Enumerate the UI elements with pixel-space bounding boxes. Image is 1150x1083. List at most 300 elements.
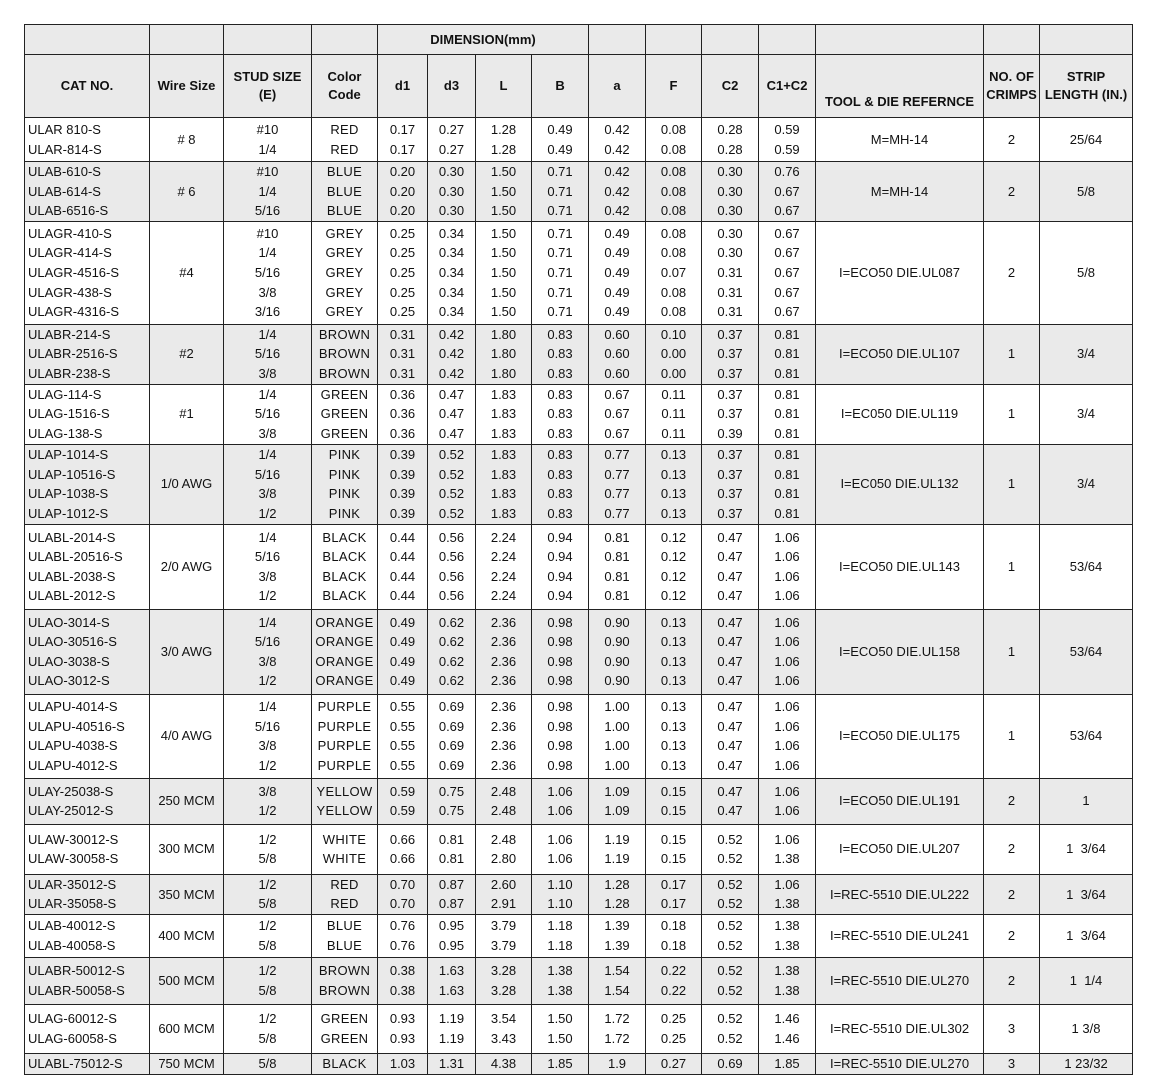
stud-size-value: 1/2 [258,505,277,521]
c1-c2-value: 1.06 [774,876,800,892]
crimps-cell: 1 [984,609,1040,694]
color-code-value: GREY [325,304,364,320]
a-value: 0.77 [604,466,630,482]
f-value: 0.10 [660,326,687,342]
wire-size-cell: # 6 [150,162,224,222]
f-value: 0.18 [660,937,687,953]
d3-value: 0.34 [438,304,465,320]
header-blank-cell [646,25,702,55]
stud-size-cell [224,1004,312,1053]
c1-c2-value: 1.06 [774,783,800,799]
d3-value: 0.95 [438,937,465,953]
c2-value: 0.37 [717,386,743,402]
b-value: 1.38 [547,982,573,998]
f-value: 0.08 [660,121,687,137]
c1-c2-value: 0.59 [774,141,800,157]
color-code-value: GREEN [320,426,369,442]
l-value: 2.36 [490,634,517,650]
c2-value: 0.47 [717,803,743,819]
cat-no: ULAP-10516-S [28,466,116,482]
a-value: 0.42 [604,164,630,179]
stud-size-value: 1/4 [258,141,277,157]
a-value: 0.81 [604,529,630,545]
d3-value: 0.52 [438,505,465,521]
tool-die-cell: I=REC-5510 DIE.UL270 [816,957,984,1004]
color-code-value: ORANGE [315,673,374,689]
f-cell [646,778,702,824]
stud-size-value: 1/2 [258,1011,277,1027]
c2-cell [702,324,759,384]
a-cell [589,324,646,384]
cat-no: ULAP-1038-S [28,486,109,502]
d3-cell [428,914,476,957]
color-code-cell [312,324,378,384]
d1-cell [378,778,428,824]
header-blank-cell [1040,25,1133,55]
table-body [25,25,1133,1075]
b-value: 0.83 [547,447,573,463]
d3-cell [428,874,476,914]
l-value: 1.80 [490,346,517,362]
l-cell [476,162,532,222]
stud-size-value: 5/8 [258,1056,277,1072]
wire-size-cell: 600 MCM [150,1004,224,1053]
tool-die-cell: I=REC-5510 DIE.UL302 [816,1004,984,1053]
header-blank-cell [816,25,984,55]
f-value: 0.15 [660,831,687,847]
color-code-value: BLUE [326,918,363,934]
c1-c2-value: 0.81 [774,426,800,442]
strip-length-cell: 1 3/64 [1040,824,1133,874]
d1-value: 0.59 [389,783,416,799]
c2-value: 0.52 [717,831,743,847]
cat-no: ULAR 810-S [28,121,101,137]
l-value: 2.36 [490,738,517,754]
f-cell [646,1053,702,1074]
wire-size-cell: 750 MCM [150,1053,224,1074]
a-value: 0.81 [604,588,630,604]
d1-cell [378,324,428,384]
cat-no: ULABL-2014-S [28,529,116,545]
d1-value: 0.55 [389,718,416,734]
l-value: 3.79 [490,918,517,934]
b-value: 0.83 [547,505,573,521]
cat-no: ULAGR-414-S [28,245,112,261]
c1-c2-value: 1.06 [774,614,800,630]
f-cell [646,609,702,694]
d1-cell [378,524,428,609]
f-value: 0.15 [660,783,687,799]
color-code-value: BROWN [318,366,371,382]
col-header-d1: d1 [378,55,428,118]
header-blank-cell [984,25,1040,55]
b-cell [532,778,589,824]
c1-c2-cell [759,694,816,778]
stud-size-cell [224,221,312,324]
b-value: 0.98 [547,738,573,754]
b-value: 0.98 [547,653,573,669]
d3-value: 0.56 [438,568,465,584]
header-blank-cell [25,25,150,55]
c2-value: 0.30 [717,183,743,199]
f-cell [646,384,702,444]
b-value: 0.71 [547,245,573,261]
b-value: 0.98 [547,718,573,734]
b-value: 1.18 [547,937,573,953]
d1-value: 1.03 [389,1056,416,1072]
l-cell [476,824,532,874]
c1-c2-value: 1.06 [774,549,800,565]
c2-cell [702,874,759,914]
header-blank-cell [150,25,224,55]
a-value: 1.54 [604,982,630,998]
c2-cell [702,162,759,222]
wire-size-cell: 350 MCM [150,874,224,914]
cat-no-cell [25,914,150,957]
b-value: 0.71 [547,203,573,219]
b-value: 0.71 [547,304,573,320]
b-cell [532,824,589,874]
d3-value: 0.34 [438,284,465,300]
c2-value: 0.37 [717,406,743,422]
strip-length-cell: 25/64 [1040,118,1133,162]
f-value: 0.17 [660,896,687,912]
color-code-value: RED [330,141,359,157]
a-cell [589,824,646,874]
cat-no-cell [25,1053,150,1074]
d3-value: 0.81 [438,831,465,847]
stud-size-value: 1/4 [258,386,277,402]
d1-value: 0.31 [389,366,416,382]
stud-size-value: 5/16 [254,264,281,280]
wire-size-cell: 500 MCM [150,957,224,1004]
color-code-value: BLACK [322,1056,367,1072]
header-blank-cell [224,25,312,55]
cat-no-cell [25,694,150,778]
l-value: 3.43 [490,1030,517,1046]
l-value: 1.50 [490,225,517,241]
c2-value: 0.37 [717,366,743,382]
a-value: 0.77 [604,447,630,463]
c1-c2-value: 1.06 [774,699,800,715]
table-row [25,874,1133,914]
col-header-c1-c2: C1+C2 [759,55,816,118]
color-code-value: ORANGE [315,653,374,669]
d1-value: 0.70 [389,876,416,892]
tool-die-cell: I=ECO50 DIE.UL175 [816,694,984,778]
c2-cell [702,914,759,957]
cat-no: ULAY-25012-S [28,803,114,819]
stud-size-cell [224,914,312,957]
table-row [25,1004,1133,1053]
a-value: 0.49 [604,284,630,300]
cat-no: ULABR-214-S [28,326,111,342]
b-value: 1.10 [547,896,573,912]
color-code-value: GREEN [320,1011,369,1027]
color-code-cell [312,162,378,222]
tool-die-cell: I=ECO50 DIE.UL143 [816,524,984,609]
f-value: 0.13 [660,447,687,463]
wire-size-cell: 4/0 AWG [150,694,224,778]
f-value: 0.13 [660,614,687,630]
a-value: 0.81 [604,568,630,584]
d3-cell [428,221,476,324]
d1-value: 0.31 [389,346,416,362]
color-code-cell [312,118,378,162]
header-blank-cell [312,25,378,55]
crimps-cell: 2 [984,874,1040,914]
a-cell [589,162,646,222]
l-value: 2.36 [490,718,517,734]
c2-cell [702,778,759,824]
d1-cell [378,957,428,1004]
d1-value: 0.55 [389,699,416,715]
f-value: 0.25 [660,1011,687,1027]
cat-no: ULABR-2516-S [28,346,118,362]
c2-value: 0.37 [717,346,743,362]
d1-value: 0.17 [389,141,416,157]
l-value: 1.50 [490,245,517,261]
stud-size-value: 1/4 [258,614,277,630]
stud-size-value: #10 [256,164,279,179]
d1-value: 0.66 [389,831,416,847]
c2-value: 0.37 [717,466,743,482]
f-value: 0.08 [660,141,687,157]
stud-size-value: 3/8 [258,284,277,300]
table-row [25,444,1133,524]
d1-cell [378,118,428,162]
c2-value: 0.47 [717,783,743,799]
a-value: 0.42 [604,141,630,157]
table-row [25,524,1133,609]
c2-value: 0.31 [717,264,743,280]
d1-value: 0.38 [389,963,416,979]
col-header-d3: d3 [428,55,476,118]
tool-die-cell: I=EC050 DIE.UL119 [816,384,984,444]
stud-size-value: #10 [256,225,279,241]
d1-value: 0.25 [389,264,416,280]
b-value: 0.98 [547,699,573,715]
l-value: 2.24 [490,568,517,584]
d3-value: 1.19 [438,1011,465,1027]
c2-value: 0.52 [717,851,743,867]
c2-value: 0.52 [717,896,743,912]
c1-c2-value: 0.81 [774,326,800,342]
a-value: 1.28 [604,896,630,912]
color-code-value: YELLOW [316,783,373,799]
l-value: 3.54 [490,1011,517,1027]
l-value: 2.48 [490,783,517,799]
b-cell [532,444,589,524]
cat-no: ULAB-6516-S [28,203,109,219]
a-cell [589,118,646,162]
f-value: 0.12 [660,529,687,545]
c2-value: 0.39 [717,426,743,442]
l-value: 1.50 [490,203,517,219]
stud-size-value: #10 [256,121,279,137]
l-value: 2.24 [490,529,517,545]
a-value: 0.90 [604,614,630,630]
a-cell [589,1004,646,1053]
d3-cell [428,824,476,874]
b-value: 0.71 [547,264,573,280]
d3-value: 0.75 [438,783,465,799]
cat-no: ULAPU-4038-S [28,738,118,754]
strip-length-cell: 1 3/64 [1040,914,1133,957]
b-value: 0.83 [547,486,573,502]
stud-size-value: 5/8 [258,896,277,912]
strip-length-cell: 1 1/4 [1040,957,1133,1004]
crimps-cell: 2 [984,778,1040,824]
cat-no: ULAG-138-S [28,426,103,442]
d3-cell [428,609,476,694]
c2-value: 0.30 [717,203,743,219]
color-code-value: WHITE [322,831,367,847]
d1-value: 0.76 [389,918,416,934]
b-value: 1.85 [547,1056,573,1072]
b-value: 1.06 [547,851,573,867]
stud-size-value: 3/8 [258,653,277,669]
a-value: 1.09 [604,803,630,819]
l-cell [476,957,532,1004]
cat-no-cell [25,221,150,324]
c1-c2-value: 0.67 [774,203,800,219]
color-code-value: PURPLE [317,738,372,754]
tool-die-cell: M=MH-14 [816,118,984,162]
c1-c2-value: 0.59 [774,121,800,137]
a-value: 0.81 [604,549,630,565]
table-row [25,1053,1133,1074]
l-cell [476,1004,532,1053]
stud-size-cell [224,778,312,824]
d1-cell [378,824,428,874]
b-value: 0.98 [547,614,573,630]
c1-c2-value: 1.38 [774,851,800,867]
cat-no: ULAR-35012-S [28,876,117,892]
wire-size-cell: 400 MCM [150,914,224,957]
f-value: 0.22 [660,963,687,979]
cat-no-cell [25,524,150,609]
l-cell [476,118,532,162]
c1-c2-value: 1.06 [774,653,800,669]
l-value: 2.36 [490,699,517,715]
f-value: 0.11 [661,386,686,402]
stud-size-value: 1/2 [258,831,277,847]
d1-value: 0.25 [389,245,416,261]
d1-cell [378,1053,428,1074]
c1-c2-value: 0.81 [774,366,800,382]
b-value: 0.71 [547,284,573,300]
c1-c2-value: 0.81 [774,486,800,502]
b-value: 0.98 [547,634,573,650]
l-value: 2.24 [490,549,517,565]
stud-size-value: 3/8 [258,738,277,754]
c2-value: 0.37 [717,326,743,342]
d1-value: 0.59 [389,803,416,819]
color-code-value: PINK [328,505,361,521]
l-cell [476,221,532,324]
a-cell [589,694,646,778]
l-value: 2.48 [490,831,517,847]
l-value: 2.36 [490,757,517,773]
d1-value: 0.36 [389,386,416,402]
c1-c2-cell [759,1004,816,1053]
b-value: 0.83 [547,406,573,422]
tool-die-cell: I=ECO50 DIE.UL207 [816,824,984,874]
b-value: 0.83 [547,386,573,402]
cat-no: ULAGR-4516-S [28,264,120,280]
l-cell [476,874,532,914]
a-value: 0.42 [604,121,630,137]
color-code-cell [312,778,378,824]
f-value: 0.22 [660,982,687,998]
color-code-value: BLUE [326,937,363,953]
d1-value: 0.20 [389,183,416,199]
d1-cell [378,1004,428,1053]
c1-c2-cell [759,118,816,162]
cat-no: ULAR-35058-S [28,896,117,912]
cat-no-cell [25,874,150,914]
cat-no-cell [25,118,150,162]
a-value: 0.90 [604,653,630,669]
stud-size-cell [224,874,312,914]
b-value: 0.83 [547,426,573,442]
l-value: 1.50 [490,264,517,280]
d3-value: 0.30 [438,164,465,179]
c2-value: 0.47 [717,549,743,565]
cat-no: ULAPU-4012-S [28,757,118,773]
c2-value: 0.52 [717,1030,743,1046]
c2-value: 0.52 [717,1011,743,1027]
c2-value: 0.30 [717,225,743,241]
b-value: 1.06 [547,803,573,819]
tool-die-cell: I=ECO50 DIE.UL107 [816,324,984,384]
table-row [25,221,1133,324]
stud-size-value: 1/4 [258,447,277,463]
a-value: 0.90 [604,634,630,650]
c1-c2-value: 0.67 [774,225,800,241]
header-blank-cell [589,25,646,55]
color-code-value: BLUE [326,183,363,199]
f-value: 0.13 [660,653,687,669]
f-cell [646,694,702,778]
f-value: 0.13 [660,486,687,502]
d1-value: 0.36 [389,406,416,422]
c1-c2-value: 0.67 [774,264,800,280]
a-cell [589,874,646,914]
d1-value: 0.70 [389,896,416,912]
d1-value: 0.55 [389,738,416,754]
c2-cell [702,384,759,444]
stud-size-value: 3/8 [258,783,277,799]
stud-size-value: 5/16 [254,203,281,219]
f-value: 0.13 [660,505,687,521]
crimps-cell: 3 [984,1053,1040,1074]
color-code-value: PINK [328,447,361,463]
stud-size-value: 1/2 [258,757,277,773]
color-code-value: BLUE [326,164,363,179]
header-row-top [25,25,1133,55]
tool-die-cell: I=ECO50 DIE.UL158 [816,609,984,694]
c2-cell [702,444,759,524]
b-value: 0.49 [547,141,573,157]
d1-cell [378,914,428,957]
a-value: 0.60 [604,346,630,362]
cat-no-cell [25,162,150,222]
f-cell [646,874,702,914]
b-cell [532,957,589,1004]
strip-length-cell: 3/4 [1040,324,1133,384]
